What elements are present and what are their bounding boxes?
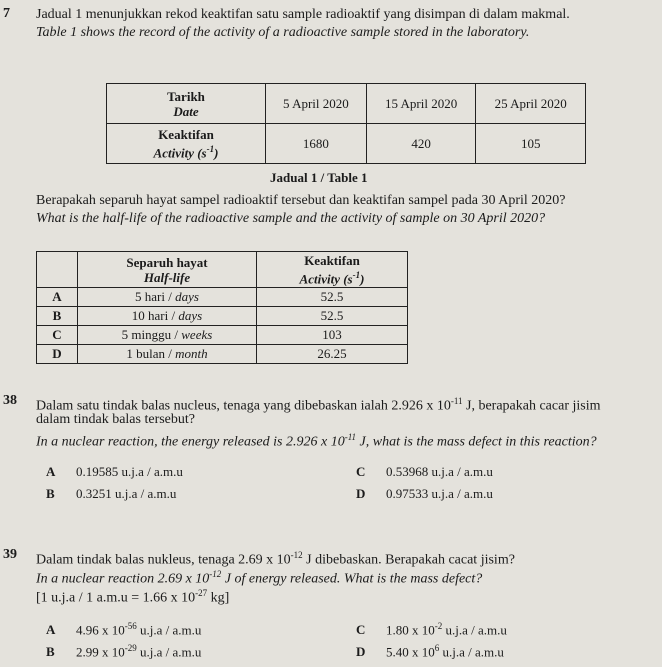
q39-option-c[interactable]: C 1.80 x $10^{-2}$ u.j.a / a.m.u: [356, 621, 507, 638]
table1-activity-cell: 105: [476, 124, 586, 164]
table1-activity-header: Keaktifan Activity $(s^{-1})$: [107, 124, 266, 164]
q38-option-a[interactable]: A 0.19585 u.j.a / a.m.u: [46, 464, 183, 479]
answer-row[interactable]: B 10 hari / days 52.5: [37, 307, 408, 326]
q38-option-d[interactable]: D 0.97533 u.j.a / a.m.u: [356, 486, 493, 501]
question-number-7: 7: [3, 6, 10, 21]
q7-stem-english: Table 1 shows the record of the activity of a radioactive sample stored in the laboratory.: [36, 25, 530, 40]
answer-row[interactable]: C 5 minggu / weeks 103: [37, 326, 408, 345]
q39-stem-malay: Dalam tindak balas nukleus, tenaga 2.69 x $10^{-12}$ J dibebaskan. Berapakah cacat jisim?: [36, 550, 515, 568]
table1-activity-cell: 1680: [266, 124, 367, 164]
answer-row[interactable]: A 5 hari / days 52.5: [37, 288, 408, 307]
q38-stem-english: In a nuclear reaction, the energy released is 2.926 x $10^{-11}$ J, what is the mass defect in this reaction?: [36, 432, 597, 450]
q39-option-d[interactable]: D 5.40 x $10^6$ u.j.a / a.m.u: [356, 643, 504, 660]
table1-date-cell: 15 April 2020: [366, 84, 476, 124]
table-1: [106, 83, 586, 164]
question-number-38: 38: [3, 393, 17, 408]
q38-option-b[interactable]: B 0.3251 u.j.a / a.m.u: [46, 486, 177, 501]
answer-activity-header: Keaktifan Activity $(s^{-1})$: [257, 252, 408, 288]
answer-half-life-header: Separuh hayat Half-life: [78, 252, 257, 288]
q39-conversion-note: [1 u.j.a / 1 a.m.u = 1.66 x $10^{-27}$ kg]: [36, 588, 230, 606]
table1-date-header: Tarikh Date: [107, 84, 266, 124]
q39-stem-english: In a nuclear reaction 2.69 x $10^{-12}$ J of energy released. What is the mass defect?: [36, 569, 483, 587]
table1-activity-cell: 420: [366, 124, 476, 164]
answer-row[interactable]: D 1 bulan / month 26.25: [37, 345, 408, 364]
table1-date-cell: 5 April 2020: [266, 84, 367, 124]
q7-stem-malay: Jadual 1 menunjukkan rekod keaktifan satu sample radioaktif yang disimpan di dalam makmal.: [36, 7, 570, 22]
q38-stem-malay: Dalam satu tindak balas nucleus, tenaga yang dibebaskan ialah 2.926 x $10^{-11}$ J, berapakah cacar jisim: [36, 396, 601, 414]
q7-question-malay: Berapakah separuh hayat sampel radioaktif tersebut dan keaktifan sampel pada 30 April 2020?: [36, 193, 566, 208]
q38-stem-malay-line2: dalam tindak balas tersebut?: [36, 412, 195, 427]
q38-option-c[interactable]: C 0.53968 u.j.a / a.m.u: [356, 464, 493, 479]
table1-caption: Jadual 1 / Table 1: [270, 170, 368, 185]
answer-table-q7: [36, 251, 408, 364]
q39-option-a[interactable]: A 4.96 x $10^{-56}$ u.j.a / a.m.u: [46, 621, 202, 638]
table1-date-cell: 25 April 2020: [476, 84, 586, 124]
question-number-39: 39: [3, 547, 17, 562]
q7-question-english: What is the half-life of the radioactive sample and the activity of sample on 30 April 2020?: [36, 211, 546, 226]
q39-option-b[interactable]: B 2.99 x $10^{-29}$ u.j.a / a.m.u: [46, 643, 202, 660]
